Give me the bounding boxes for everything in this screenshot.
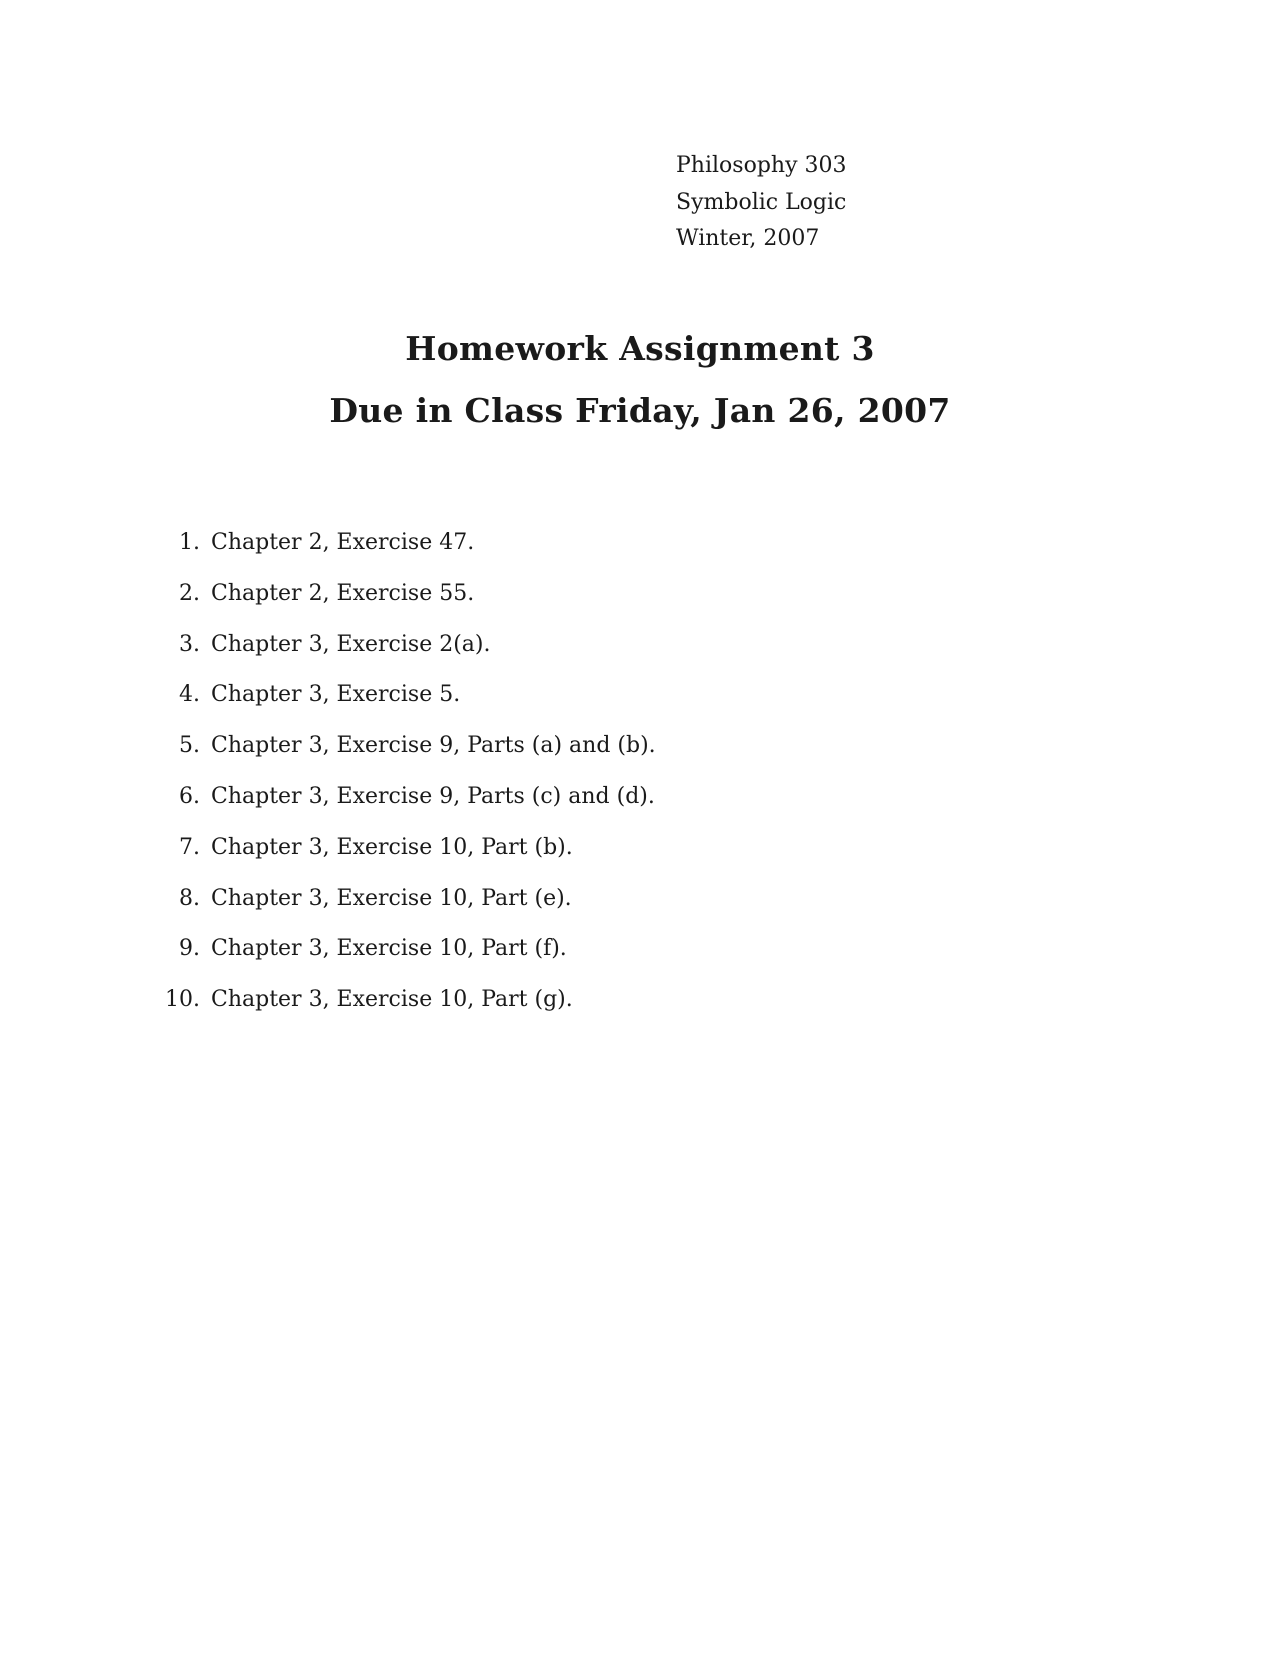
- item-text: Chapter 3, Exercise 9, Parts (a) and (b).: [211, 733, 656, 759]
- course-term: Winter, 2007: [676, 226, 820, 251]
- item-text: Chapter 3, Exercise 5.: [211, 682, 461, 708]
- item-text: Chapter 2, Exercise 55.: [211, 580, 475, 606]
- course-subject: Symbolic Logic: [676, 189, 847, 215]
- item-text: Chapter 3, Exercise 10, Part (g).: [211, 987, 573, 1013]
- item-number: 6.: [179, 783, 200, 809]
- item-number: 3.: [179, 631, 200, 657]
- item-number: 10.: [165, 987, 200, 1013]
- item-number: 1.: [179, 530, 200, 555]
- item-number: 2.: [179, 580, 200, 606]
- due-date: Due in Class Friday, Jan 26, 2007: [329, 391, 951, 430]
- item-text: Chapter 3, Exercise 10, Part (f).: [211, 936, 567, 962]
- item-text: Chapter 3, Exercise 10, Part (b).: [211, 834, 573, 860]
- item-number: 5.: [179, 733, 200, 759]
- item-text: Chapter 3, Exercise 2(a).: [211, 631, 491, 657]
- course-info: [676, 148, 847, 258]
- item-number: 7.: [179, 834, 200, 860]
- item-text: Chapter 2, Exercise 47.: [211, 530, 475, 555]
- item-text: Chapter 3, Exercise 10, Part (e).: [211, 885, 572, 911]
- course-name: Philosophy 303: [676, 153, 847, 178]
- assignment-title: Homework Assignment 3: [405, 329, 875, 368]
- item-number: 9.: [179, 936, 200, 962]
- item-number: 4.: [179, 682, 200, 708]
- item-number: 8.: [179, 885, 200, 911]
- item-text: Chapter 3, Exercise 9, Parts (c) and (d).: [211, 783, 655, 809]
- page-title: [0, 318, 1280, 442]
